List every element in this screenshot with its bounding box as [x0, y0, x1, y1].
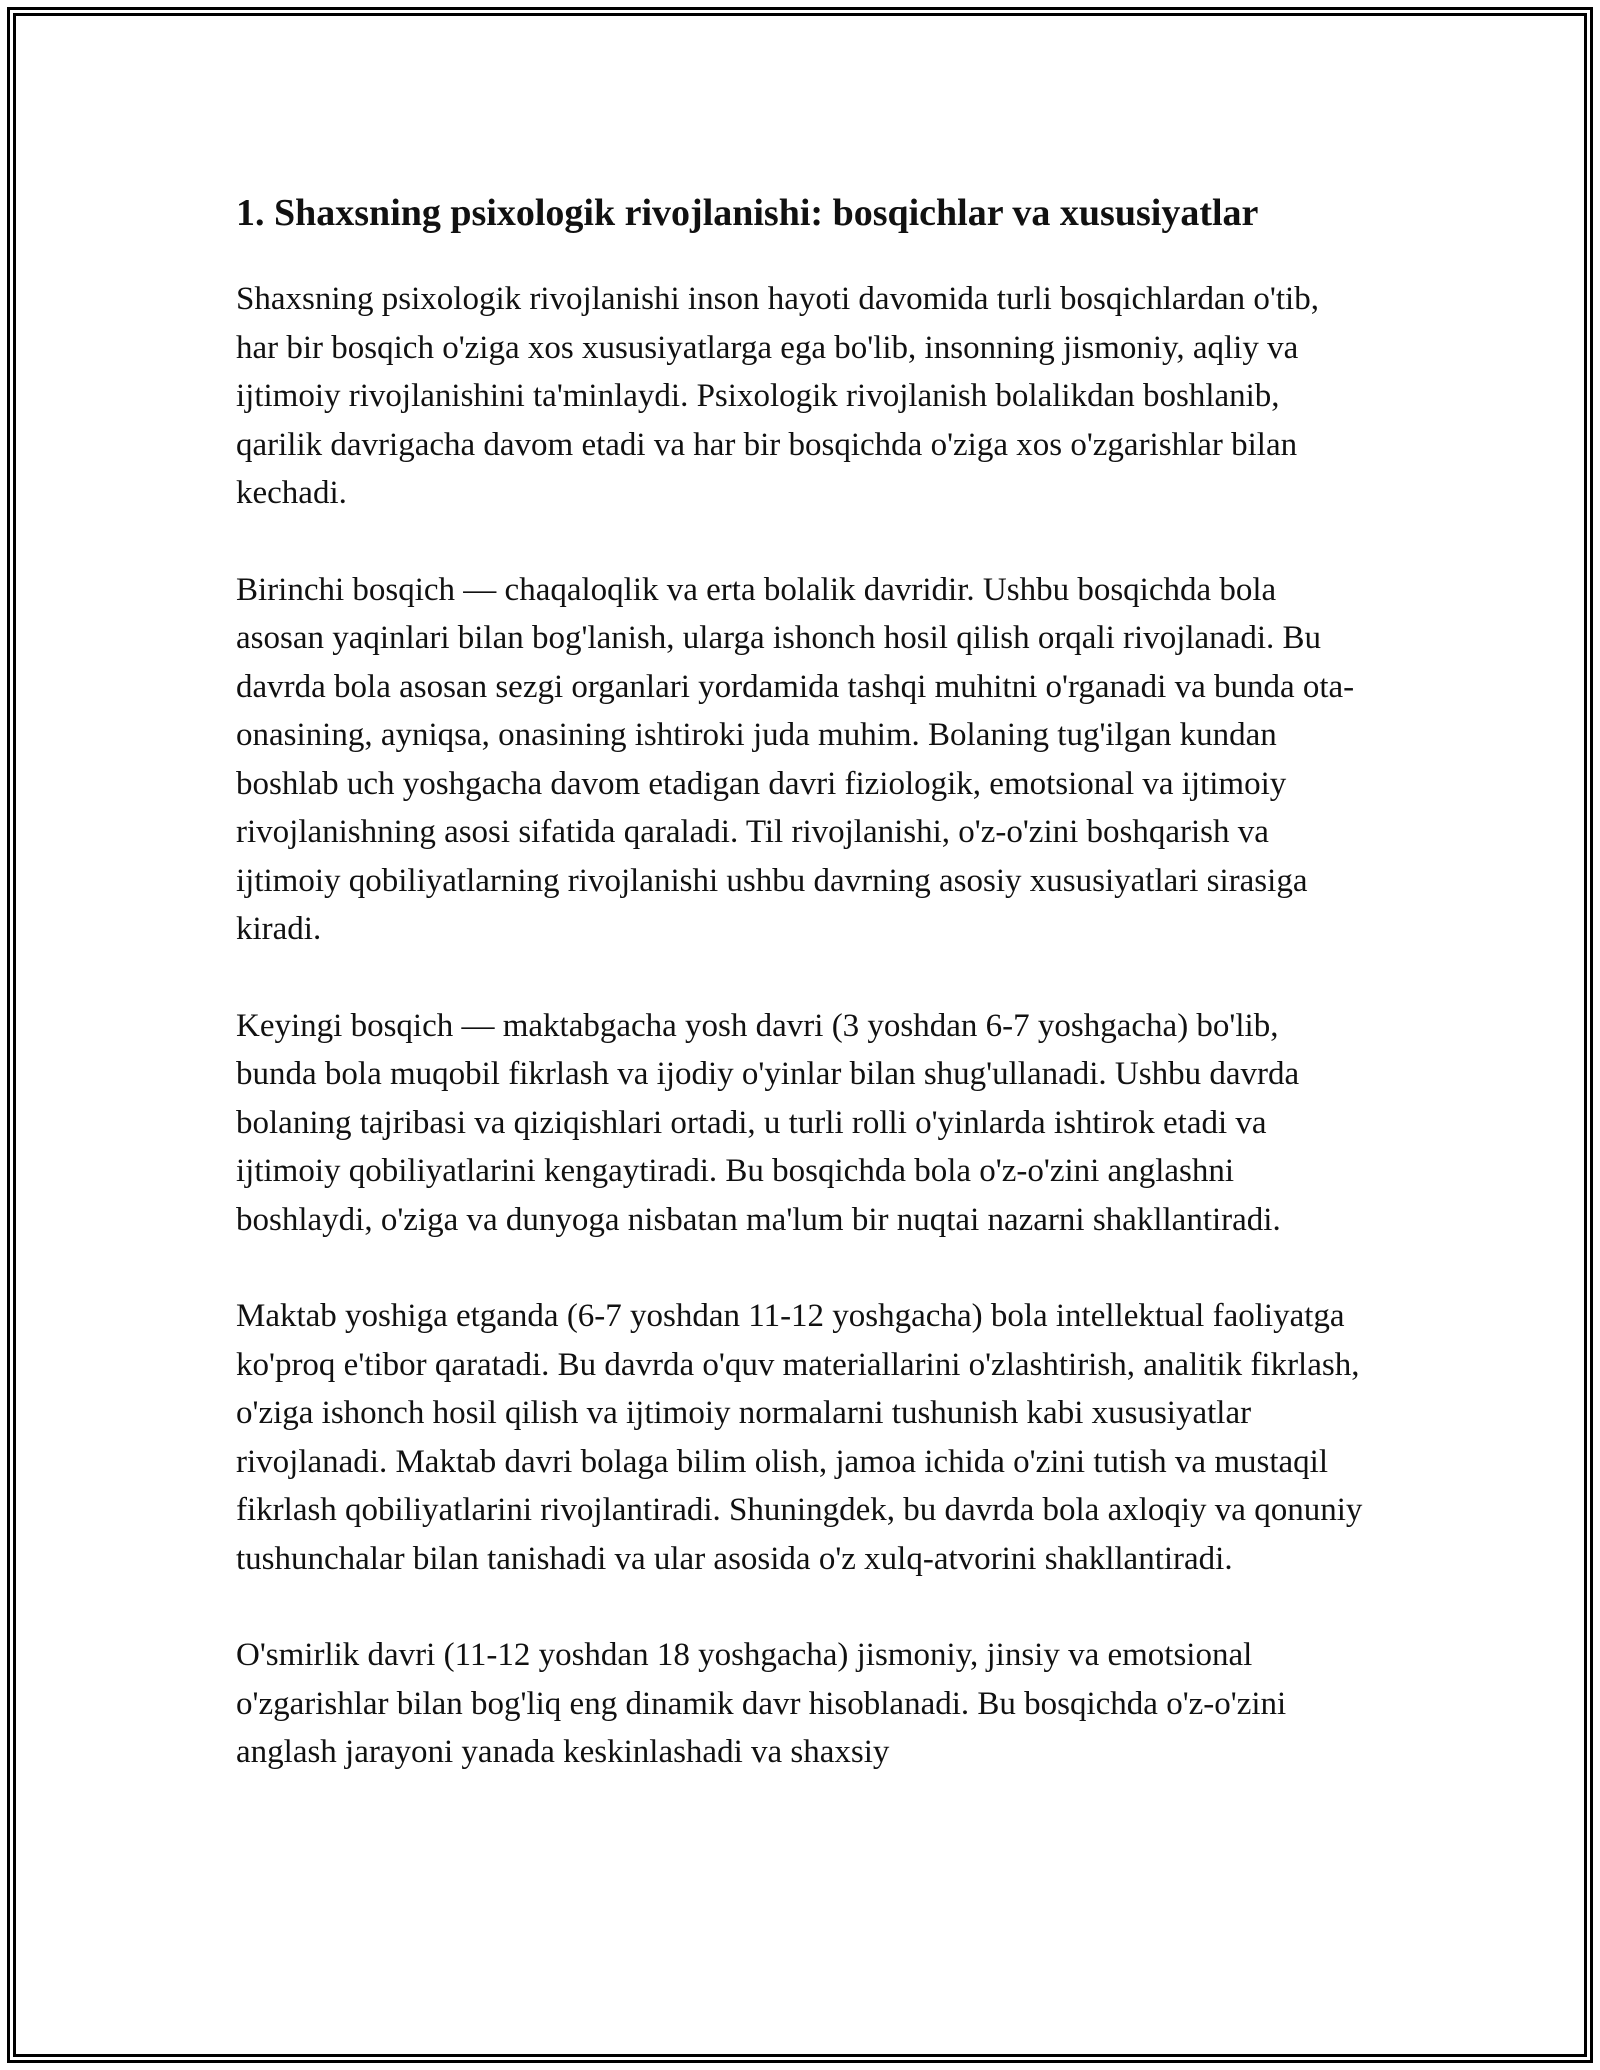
paragraph-infancy: Birinchi bosqich — chaqaloqlik va erta bolalik davridir. Ushbu bosqichda bola asosan yaqinlari bilan bog'lanish, ularga ishonch hosil qilish orqali rivojlanadi. Bu davrda bola asosan sezgi organlari yordamida tashqi muhitni o'rganadi va bunda ota-onasining, ayniqsa, onasining ishtiroki juda muhim. Bolaning tug'ilgan kundan boshlab uch yoshgacha davom etadigan davri fiziologik, emotsional va ijtimoiy rivojlanishning asosi sifatida qaraladi. Til rivojlanishi, o'z-o'zini boshqarish va ijtimoiy qobiliyatlarning rivojlanishi ushbu davrning asosiy xususiyatlari sirasiga kiradi.	[236, 571, 1355, 947]
paragraph-school-age: Maktab yoshiga etganda (6-7 yoshdan 11-12 yoshgacha) bola intellektual faoliyatga ko'proq e'tibor qaratadi. Bu davrda o'quv materiallarini o'zlashtirish, analitik fikrlash, o'ziga ishonch hosil qilish va ijtimoiy normalarni tushunish kabi xususiyatlar rivojlanadi. Maktab davri bolaga bilim olish, jamoa ichida o'zini tutish va mustaqil fikrlash qobiliyatlarini rivojlantiradi. Shuningdek, bu davrda bola axloqiy va qonuniy tushunchalar bilan tanishadi va ular asosida o'z xulq-atvorini shakllantiradi.	[236, 1298, 1363, 1577]
paragraph-intro: Shaxsning psixologik rivojlanishi inson hayoti davomida turli bosqichlardan o'tib, har bir bosqich o'ziga xos xususiyatlarga ega bo'lib, insonning jismoniy, aqliy va ijtimoiy rivojlanishini ta'minlaydi. Psixologik rivojlanish bolalikdan boshlanib, qarilik davrigacha davom etadi va har bir bosqichda o'ziga xos o'zgarishlar bilan kechadi.	[236, 281, 1319, 511]
paragraph-preschool: Keyingi bosqich — maktabgacha yosh davri (3 yoshdan 6-7 yoshgacha) bo'lib, bunda bola muqobil fikrlash va ijodiy o'yinlar bilan shug'ullanadi. Ushbu davrda bolaning tajribasi va qiziqishlari ortadi, u turli rolli o'yinlarda ishtirok etadi va ijtimoiy qobiliyatlarini kengaytiradi. Bu bosqichda bola o'z-o'zini anglashni boshlaydi, o'ziga va dunyoga nisbatan ma'lum bir nuqtai nazarni shakllantiradi.	[236, 1007, 1300, 1238]
document-body	[236, 185, 1366, 1825]
section-heading: 1. Shaxsning psixologik rivojlanishi: bosqichlar va xususiyatlar	[236, 192, 1259, 234]
paragraph-adolescence: O'smirlik davri (11-12 yoshdan 18 yoshgacha) jismoniy, jinsiy va emotsional o'zgarishlar bilan bog'liq eng dinamik davr hisoblanadi. Bu bosqichda o'z-o'zini anglash jarayoni yanada keskinlashadi va shaxsiy	[236, 1637, 1287, 1770]
